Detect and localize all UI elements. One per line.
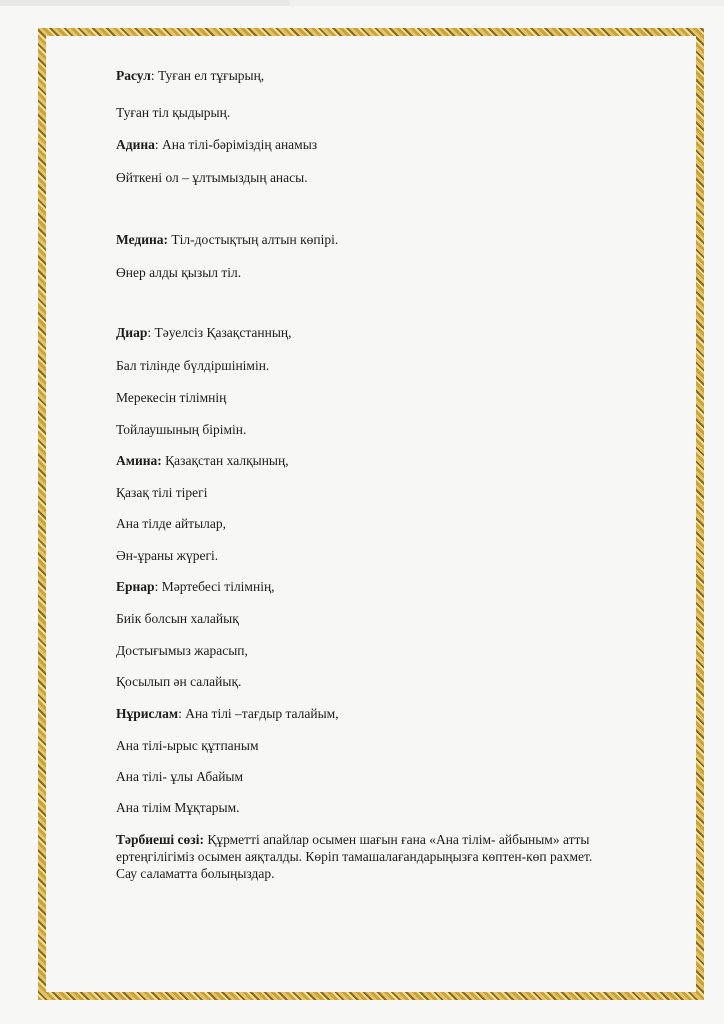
closing-text-1: Құрметті апайлар осымен шағын ғана «Ана тілім- айбыным» атты xyxy=(203,832,590,847)
line-text: Ана тілім Мұқтарым. xyxy=(116,800,240,815)
closing-remarks xyxy=(116,831,666,882)
poem-line xyxy=(116,453,289,469)
poem-line xyxy=(116,674,241,690)
speaker-separator: : xyxy=(154,137,163,152)
line-text: Қазақ тілі тірегі xyxy=(116,485,208,500)
line-text: Ана тілі-бәріміздің анамыз xyxy=(162,137,318,152)
line-text: Биік болсын халайық xyxy=(116,611,239,626)
line-text: Өнер алды қызыл тіл. xyxy=(116,265,242,280)
closing-line-1 xyxy=(116,831,666,848)
line-text: Туған тіл қыдырың. xyxy=(116,105,231,120)
poem-line xyxy=(116,265,241,281)
poem-line xyxy=(116,769,243,785)
line-text: Бал тілінде бүлдіршінімін. xyxy=(116,358,270,373)
poem-line xyxy=(116,422,246,438)
scan-edge xyxy=(0,0,724,6)
poem-line xyxy=(116,800,240,816)
poem-line xyxy=(116,358,269,374)
poem-line xyxy=(116,68,264,84)
speaker-name: Ернар xyxy=(116,579,155,594)
speaker-separator: : xyxy=(150,68,158,83)
line-text: Тәуелсіз Қазақстанның, xyxy=(154,325,292,340)
speaker-separator: : xyxy=(178,706,186,721)
line-text: Туған ел тұғырың, xyxy=(157,68,265,83)
poem-line xyxy=(116,516,226,532)
speaker-separator: : xyxy=(147,325,155,340)
poem-line xyxy=(116,485,207,501)
poem-line xyxy=(116,232,338,248)
line-text: Мерекесін тілімнің xyxy=(116,390,227,405)
line-text: Достығымыз жарасып, xyxy=(116,643,248,658)
closing-line-2: ертеңгілігіміз осымен аяқталды. Көріп тамашалағандарыңызға көптен-көп рахмет. xyxy=(116,849,593,864)
poem-line xyxy=(116,105,230,121)
speaker-name: Адина xyxy=(116,137,155,152)
speaker-name: Амина: xyxy=(116,453,162,468)
line-text: Ана тілі-ырыс құтпаным xyxy=(116,738,259,753)
line-text: Қазақстан халқының, xyxy=(165,453,289,468)
poem-line xyxy=(116,643,248,659)
line-text: Ана тілде айтылар, xyxy=(116,516,227,531)
line-text: Өйткені ол – ұлтымыздың анасы. xyxy=(116,170,308,185)
poem-line xyxy=(116,738,259,754)
poem-line xyxy=(116,706,339,722)
poem-line xyxy=(116,170,308,186)
speaker-name: Расул xyxy=(116,68,151,83)
speaker-name: Медина: xyxy=(116,232,169,247)
poem-line xyxy=(116,579,275,595)
line-text: Тіл-достықтың алтын көпірі. xyxy=(171,232,339,247)
poem-line xyxy=(116,390,226,406)
poem-line xyxy=(116,548,218,564)
line-text: Тойлаушының бірімін. xyxy=(116,422,247,437)
speaker-name: Нұрислам xyxy=(116,706,179,721)
poem-line xyxy=(116,611,239,627)
line-text: Ана тілі- ұлы Абайым xyxy=(116,769,244,784)
line-text: Ана тілі –тағдыр талайым, xyxy=(185,706,339,721)
line-text: Мәртебесі тілімнің, xyxy=(161,579,275,594)
speaker-separator: : xyxy=(154,579,162,594)
line-text: Ән-ұраны жүрегі. xyxy=(116,548,219,563)
closing-line-3: Сау саламатта болыңыздар. xyxy=(116,866,275,881)
closing-speaker: Тәрбиеші сөзі: xyxy=(116,832,204,847)
poem-line xyxy=(116,325,292,341)
line-text: Қосылып ән салайық. xyxy=(116,674,242,689)
speaker-name: Диар xyxy=(116,325,148,340)
poem-line xyxy=(116,137,317,153)
